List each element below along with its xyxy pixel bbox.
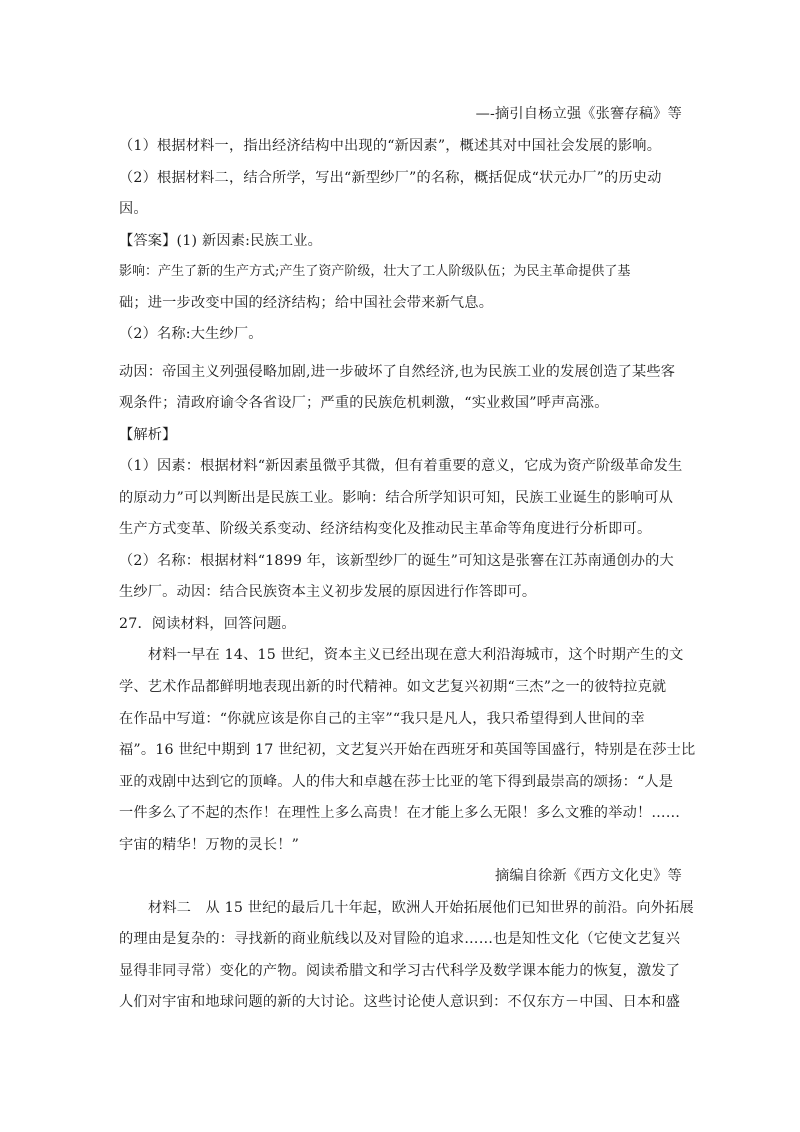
impact-line-2: 础；进一步改变中国的经济结构；给中国社会带来新气息。 [119,295,494,311]
question-2-line-2: 因。 [119,201,148,217]
material-1-line-4: 福”。16 世纪中期到 17 世纪初，文艺复兴开始在西班牙和英国等国盛行，特别是在莎士比 [119,742,696,758]
analysis-1-line-3: 生产方式变革、阶级关系变动、经济结构变化及推动民主革命等角度进行分析即可。 [119,521,652,537]
analysis-2-line-1: （2）名称：根据材料“1899 年，该新型纱厂的诞生”可知这是张謇在江苏南通创办的大 [119,553,674,569]
material-2-line-4: 人们对宇宙和地球问题的新的大讨论。这些讨论使人意识到：不仅东方－中国、日本和盛 [119,994,681,1010]
question-1: （1）根据材料一，指出经济结构中出现的“新因素”，概述其对中国社会发展的影响。 [119,138,662,154]
material-2-line-2: 的理由是复杂的：寻找新的商业航线以及对冒险的追求……也是知性文化（它使文艺复兴 [119,931,681,947]
motive-line-2: 观条件；清政府谕令各省设厂；严重的民族危机刺激，“实业救国”呼声高涨。 [119,395,609,411]
material-1-line-6: 一件多么了不起的杰作！在理性上多么高贵！在才能上多么无限！多么文雅的举动！…… [119,805,681,821]
answer-heading: 【答案】(1) 新因素:民族工业。 [119,233,323,249]
material-1-line-7: 宇宙的精华！万物的灵长！” [119,837,300,853]
material-1-line-2: 学、艺术作品都鲜明地表现出新的时代精神。如文艺复兴初期“三杰”之一的彼特拉克就 [119,679,667,695]
material-1-source: 摘编自徐新《西方文化史》等 [494,868,682,884]
impact-line-1: 影响：产生了新的生产方式;产生了资产阶级，壮大了工人阶级队伍；为民主革命提供了基 [119,264,631,279]
analysis-heading: 【解析】 [119,427,177,443]
material-1-line-5: 亚的戏剧中达到它的顶峰。人的伟大和卓越在莎士比亚的笔下得到最崇高的颂扬：“人是 [119,774,674,790]
analysis-2-line-2: 生纱厂。动因：结合民族资本主义初步发展的原因进行作答即可。 [119,584,537,600]
question-27-title: 27．阅读材料，回答问题。 [119,616,296,632]
material-1-line-1: 材料一早在 14、15 世纪，资本主义已经出现在意大利沿海城市，这个时期产生的文 [148,647,684,663]
motive-line-1: 动因：帝国主义列强侵略加剧,进一步破坏了自然经济,也为民族工业的发展创造了某些客 [119,364,676,380]
source-citation: —-摘引自杨立强《张謇存稿》等 [475,106,682,122]
answer-2-name: （2）名称:大生纱厂。 [119,326,263,342]
analysis-1-line-1: （1）因素：根据材料“新因素虽微乎其微，但有着重要的意义，它成为资产阶级革命发生 [119,458,683,474]
material-2-line-1: 材料二 从 15 世纪的最后几十年起，欧洲人开始拓展他们已知世界的前沿。向外拓展 [148,900,694,916]
analysis-1-line-2: 的原动力”可以判断出是民族工业。影响：结合所学知识可知，民族工业诞生的影响可从 [119,490,674,506]
material-2-line-3: 显得非同寻常）变化的产物。阅读希腊文和学习古代科学及数学课本能力的恢复，激发了 [119,963,681,979]
material-1-line-3: 在作品中写道：“你就应该是你自己的主宰”“我只是凡人，我只希望得到人世间的幸 [119,711,645,727]
question-2-line-1: （2）根据材料二，结合所学，写出“新型纱厂”的名称，概括促成“状元办厂”的历史动 [119,170,662,186]
